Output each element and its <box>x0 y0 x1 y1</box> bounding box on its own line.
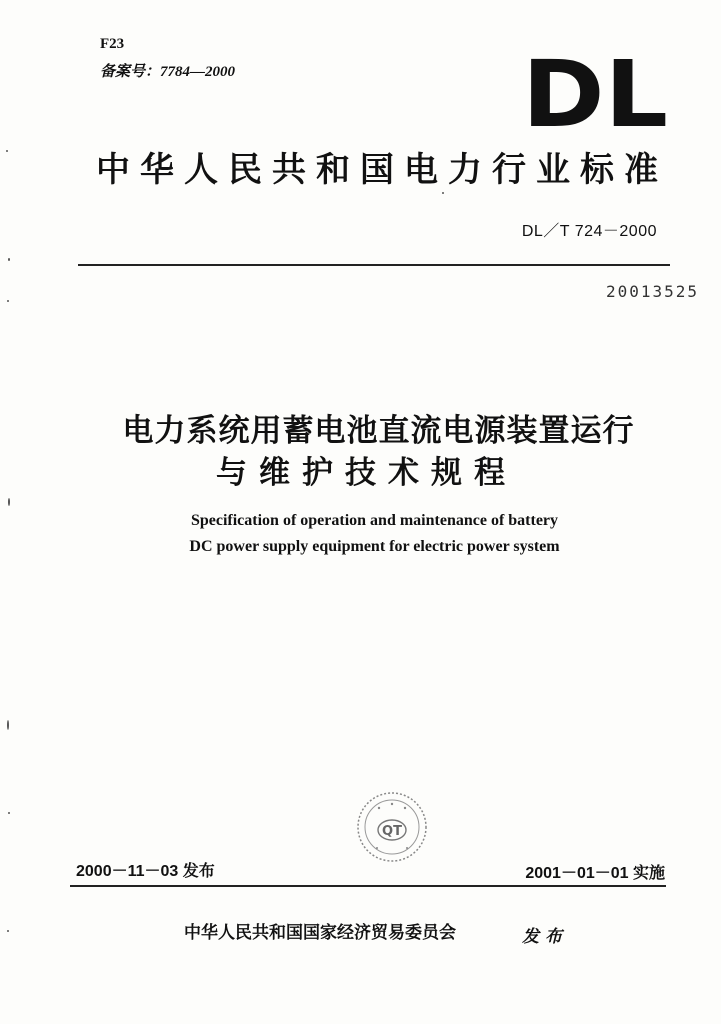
document-title-en-line2: DC power supply equipment for electric power system <box>189 538 560 555</box>
seal-text: QT <box>382 824 402 839</box>
scan-speck <box>7 930 9 932</box>
library-seal <box>355 790 429 864</box>
standard-title: 中华人民共和国电力行业标准 <box>96 150 668 190</box>
issue-date: 2000－11－03 发布 <box>76 863 215 880</box>
scan-speck <box>442 192 444 194</box>
footer-rule <box>70 885 666 887</box>
implementation-date: 2001－01－01 实施 <box>525 865 665 882</box>
classification-code: F23 <box>100 36 125 52</box>
document-title-cn-line2: 与维护技术规程 <box>216 455 517 491</box>
standard-number: DL／T 724－2000 <box>521 223 657 240</box>
publisher: 中华人民共和国国家经济贸易委员会 <box>184 923 456 943</box>
publish-label: 发布 <box>522 927 568 947</box>
scan-speck <box>7 300 9 302</box>
header-rule <box>78 264 670 266</box>
dl-logo <box>520 44 670 144</box>
scan-speck <box>7 720 9 730</box>
scan-speck <box>6 150 8 152</box>
document-title-cn-line1: 电力系统用蓄电池直流电源装置运行 <box>122 413 635 449</box>
scan-speck <box>8 258 10 261</box>
record-number: 备案号：7784—2000 <box>100 64 236 80</box>
scan-speck <box>8 498 10 506</box>
stamp-number: 20013525 <box>605 282 699 301</box>
document-title-en-line1: Specification of operation and maintenance of battery <box>190 512 559 529</box>
scan-speck <box>8 812 10 814</box>
dl-logo-text: DL <box>522 44 668 144</box>
